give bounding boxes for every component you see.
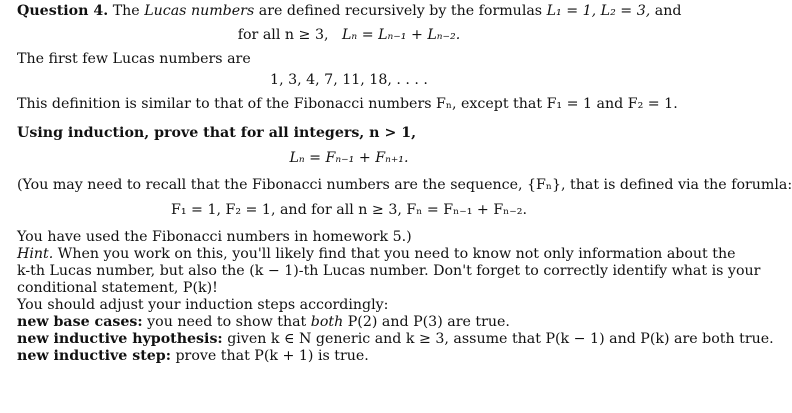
- intro-rest: are defined recursively by the formulas: [258, 3, 543, 19]
- recurrence-line: [17, 27, 681, 44]
- fibonacci-definition: F₁ = 1, F₂ = 1, and for all n ≥ 3, Fₙ = Fₙ₋₁ + Fₙ₋₂.: [171, 202, 527, 218]
- question-document: [17, 3, 792, 365]
- step-label: new inductive step:: [17, 348, 171, 364]
- recurrence-formula: Lₙ = Lₙ₋₁ + Lₙ₋₂.: [342, 27, 461, 43]
- base-definitions: L₁ = 1, L₂ = 3,: [546, 3, 651, 19]
- hint-line-1: [17, 246, 736, 263]
- and-word: and: [654, 3, 682, 19]
- first-few-text: The first few Lucas numbers are: [17, 51, 251, 67]
- lucas-term: Lucas numbers: [144, 3, 255, 19]
- intro-text: The: [112, 3, 140, 19]
- adjust-text: You should adjust your induction steps accordingly:: [17, 297, 389, 313]
- question-label: Question 4.: [17, 3, 109, 19]
- question-heading-line: [17, 3, 681, 20]
- step-inductive-step: [17, 348, 681, 365]
- hint-line-3: conditional statement, P(k)!: [17, 280, 218, 296]
- recall-text: (You may need to recall that the Fibonacci numbers are the sequence, {Fₙ}, that is defined via the forumla:: [17, 177, 792, 193]
- hint-label: Hint.: [17, 246, 54, 262]
- step-emphasis: both: [310, 314, 344, 330]
- step-inductive-hypothesis: [17, 331, 774, 348]
- step-text: you need to show that: [147, 314, 307, 330]
- hint-line-2: k-th Lucas number, but also the (k − 1)-th Lucas number. Don't forget to correctly identify what is your: [17, 263, 761, 279]
- lucas-sequence: 1, 3, 4, 7, 11, 18, . . . .: [270, 72, 428, 88]
- step-base-cases: [17, 314, 681, 331]
- step-text-post: P(2) and P(3) are true.: [347, 314, 510, 330]
- step-text: prove that P(k + 1) is true.: [175, 348, 369, 364]
- similar-text: This definition is similar to that of the Fibonacci numbers Fₙ, except that F₁ = 1 and F₂ = 1.: [17, 96, 678, 112]
- identity-formula: Lₙ = Fₙ₋₁ + Fₙ₊₁.: [289, 150, 409, 166]
- prove-statement: Using induction, prove that for all integers, n > 1,: [17, 125, 417, 141]
- recurrence-prefix: for all n ≥ 3,: [237, 27, 329, 43]
- step-label: new inductive hypothesis:: [17, 331, 223, 347]
- step-text: given k ∈ N generic and k ≥ 3, assume that P(k − 1) and P(k) are both true.: [227, 331, 774, 347]
- homework-text: You have used the Fibonacci numbers in homework 5.): [17, 229, 412, 245]
- step-label: new base cases:: [17, 314, 143, 330]
- hint-text-1: When you work on this, you'll likely find that you need to know not only information about the: [57, 246, 736, 262]
